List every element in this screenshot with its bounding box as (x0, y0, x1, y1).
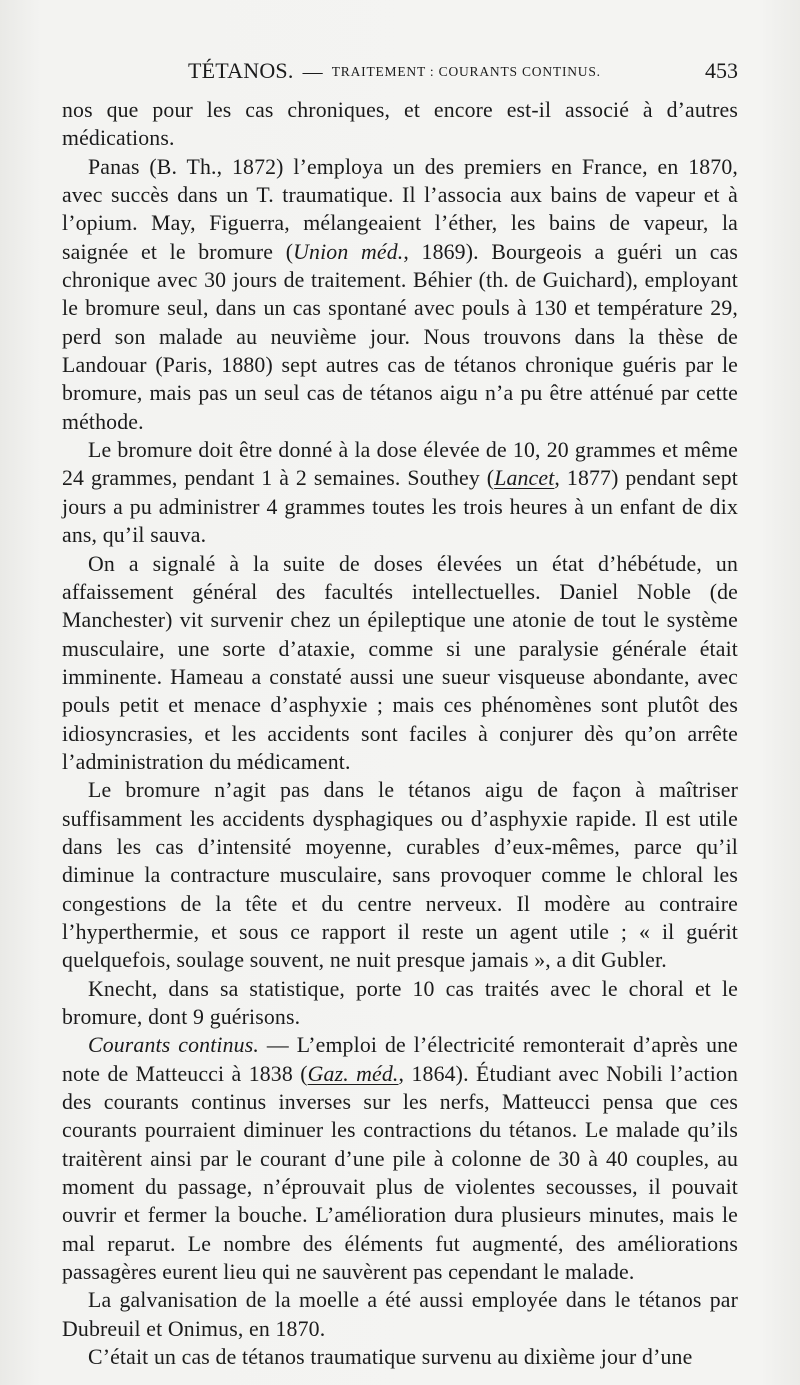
paragraph (62, 550, 738, 777)
page-number: 453 (705, 58, 738, 83)
text-segment: , 1869). Bourgeois a guéri un cas chronique avec 30 jours de traitement. Béhier (th. de Guichard), employant le bromure seul, dans un cas spontané avec pouls à 130 et température 29, perd son malade au neuvième jour. Nous trouvons dans la thèse de Landouar (Paris, 1880) sept autres cas de tétanos chronique guéris par le bromure, mais pas un seul cas de tétanos aigu n’a pu être atténué par cette méthode. (62, 239, 738, 434)
text-segment: Le bromure n’agit pas dans le tétanos aigu de façon à maîtriser suffisamment les accidents dysphagiques ou d’asphyxie rapide. Il est utile dans les cas d’intensité moyenne, curables d’eux-mêmes, parce qu’il diminue la contracture musculaire, sans provoquer comme le chloral les congestions de la tête et du centre nerveux. Il modère au contraire l’hyperthermie, et sous ce rapport il reste un agent utile ; « il guérit quelquefois, soulage souvent, ne nuit presque jamais », a dit Gubler. (62, 778, 738, 973)
body-text (62, 96, 738, 1371)
paragraph (62, 975, 738, 1032)
italic-text-segment: Courants continus. (88, 1033, 259, 1058)
running-title-main: TÉTANOS. (188, 58, 294, 83)
text-segment: — L’emploi de l’électricité remonterait d’après une note de Matteucci à 1838 ( (62, 1033, 738, 1086)
running-title-subtitle: TRAITEMENT : COURANTS CONTINUS. (331, 64, 601, 79)
running-title (188, 58, 601, 84)
paragraph (62, 1286, 738, 1343)
text-segment: Knecht, dans sa statistique, porte 10 cas traités avec le choral et le bromure, dont 9 guérisons. (62, 976, 738, 1029)
paragraph (62, 436, 738, 549)
italic-text-segment: Union méd. (293, 239, 404, 264)
paragraph (62, 153, 738, 436)
text-segment: , 1864). Étudiant avec Nobili l’action des courants continus inverses sur les nerfs, Matteucci pensa que ces courants pourraient diminuer les contractions du tétanos. Le malade qu’ils traitèrent ainsi par le courant d’une pile à colonne de 30 à 40 couples, au moment du passage, n’éprouvait plus de violentes secousses, il pouvait ouvrir et fermer la bouche. L’amélioration dura plusieurs minutes, mais le mal reparut. Le nombre des éléments fut augmenté, des améliorations passagères eurent lieu qui ne sauvèrent pas cependant le malade. (62, 1061, 739, 1285)
paragraph (62, 1031, 738, 1286)
text-segment: Panas (B. Th., 1872) l’employa un des premiers en France, en 1870, avec succès dans un T. traumatique. Il l’associa aux bains de vapeur et à l’opium. May, Figuerra, mélangeaient l’éther, les bains de vapeur, la saignée et le bromure ( (62, 154, 738, 264)
text-segment: La galvanisation de la moelle a été aussi employée dans le tétanos par Dubreuil et Onimus, en 1870. (62, 1288, 738, 1341)
text-segment: , 1877) pendant sept jours a pu administrer 4 grammes toutes les trois heures à un enfant de dix ans, qu’il sauva. (62, 466, 738, 548)
paragraph (62, 776, 738, 974)
paragraph (62, 1343, 738, 1371)
text-segment: On a signalé à la suite de doses élevées un état d’hébétude, un affaissement général des facultés intellectuelles. Daniel Noble (de Manchester) vit survenir chez un épileptique une atonie de tout le système musculaire, une sorte d’ataxie, comme si une paralysie générale était imminente. Hameau a constaté aussi une sueur visqueuse abondante, avec pouls petit et menace d’asphyxie ; mais ces phénomènes sont plutôt des idiosyncrasies, et les accidents sont faciles à conjurer dès qu’on arrête l’administration du médicament. (62, 551, 738, 774)
text-segment: C’était un cas de tétanos traumatique survenu au dixième jour d’une (88, 1345, 693, 1370)
italic-text-segment: Gaz. méd. (307, 1061, 399, 1086)
paragraph (62, 96, 738, 153)
text-segment: nos que pour les cas chroniques, et encore est-il associé à d’autres médications. (62, 98, 738, 151)
italic-text-segment: Lancet (494, 466, 555, 491)
running-title-dash: — (302, 61, 323, 83)
running-header (62, 58, 738, 84)
text-segment: Le bromure doit être donné à la dose élevée de 10, 20 grammes et même 24 grammes, pendant 1 à 2 semaines. Southey ( (62, 438, 738, 491)
